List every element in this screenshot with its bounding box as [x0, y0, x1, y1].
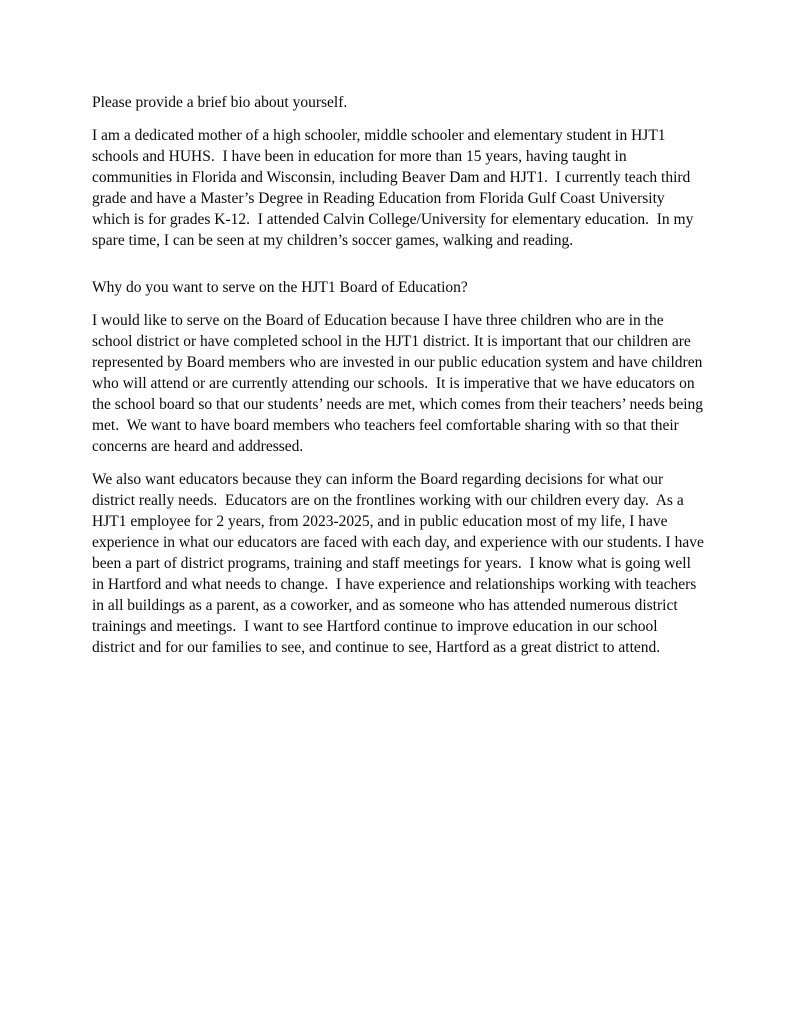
- question-bio: Please provide a brief bio about yourself.: [92, 94, 348, 111]
- qa-section-bio: [92, 92, 704, 251]
- document-page: [92, 92, 708, 670]
- answer-board-paragraph-2: We also want educators because they can inform the Board regarding decisions for what our district really needs. Educators are on the frontlines working with our children every day. As a HJT1 employee for 2 years, from 2023-2025, and in public education most of my life, I have experience in what our educators are faced with each day, and experience with our students. I have been a part of district programs, training and staff meetings for years. I know what is going well in Hartford and what needs to change. I have experience and relationships working with teachers in all buildings as a parent, as a coworker, and as someone who has attended numerous district trainings and meetings. I want to see Hartford continue to improve education in our school district and for our families to see, and continue to see, Hartford as a great district to attend.: [92, 471, 708, 656]
- answer-bio-paragraph: I am a dedicated mother of a high schooler, middle schooler and elementary student in HJT1 schools and HUHS. I have been in education for more than 15 years, having taught in communities in Florida and Wisconsin, including Beaver Dam and HJT1. I currently teach third grade and have a Master’s Degree in Reading Education from Florida Gulf Coast University which is for grades K-12. I attended Calvin College/University for elementary education. In my spare time, I can be seen at my children’s soccer games, walking and reading.: [92, 127, 698, 249]
- qa-section-board: [92, 277, 708, 658]
- question-board: Why do you want to serve on the HJT1 Board of Education?: [92, 279, 468, 296]
- answer-board-paragraph-1: I would like to serve on the Board of Education because I have three children who are in the school district or have completed school in the HJT1 district. It is important that our children are represented by Board members who are invested in our public education system and have children who will attend or are currently attending our schools. It is imperative that we have educators on the school board so that our students’ needs are met, which comes from their teachers’ needs being met. We want to have board members who teachers feel comfortable sharing with so that their concerns are heard and addressed.: [92, 312, 707, 455]
